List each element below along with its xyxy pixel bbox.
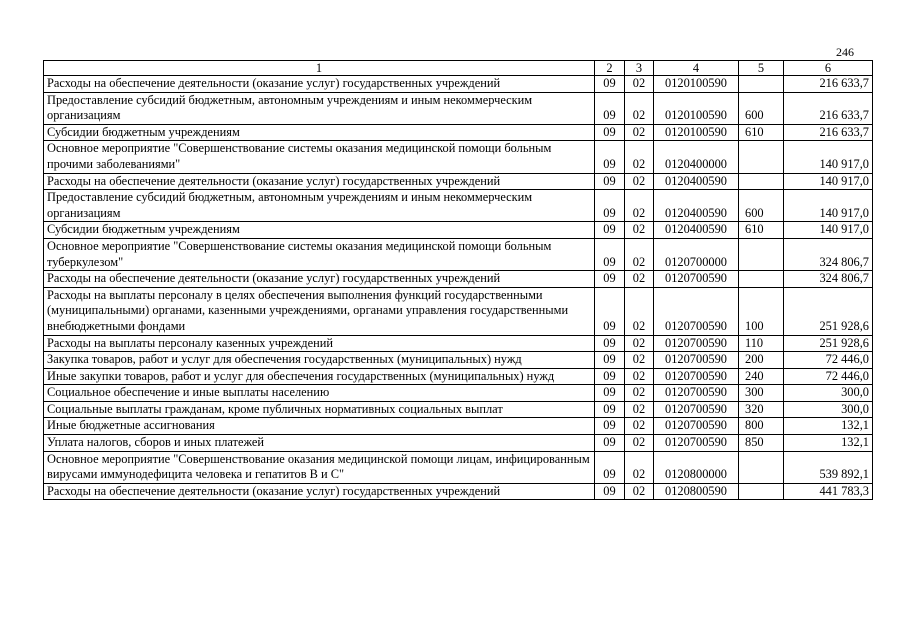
- cell-expense-type: 600: [739, 92, 784, 124]
- cell-subsection-code: 02: [625, 385, 654, 402]
- cell-amount: 140 917,0: [784, 222, 873, 239]
- cell-expense-type: 100: [739, 287, 784, 335]
- cell-amount: 251 928,6: [784, 335, 873, 352]
- column-header: 6: [784, 61, 873, 76]
- cell-subsection-code: 02: [625, 287, 654, 335]
- table-row: [44, 385, 873, 402]
- cell-subsection-code: 02: [625, 141, 654, 173]
- cell-section-code: 09: [595, 368, 625, 385]
- cell-expense-name: Расходы на обеспечение деятельности (оказание услуг) государственных учреждений: [44, 76, 595, 93]
- cell-amount: 216 633,7: [784, 92, 873, 124]
- cell-subsection-code: 02: [625, 335, 654, 352]
- cell-expense-type: 800: [739, 418, 784, 435]
- cell-amount: 132,1: [784, 418, 873, 435]
- cell-section-code: 09: [595, 451, 625, 483]
- cell-target-article: 0120700590: [654, 401, 739, 418]
- cell-section-code: 09: [595, 483, 625, 500]
- cell-expense-name: Субсидии бюджетным учреждениям: [44, 124, 595, 141]
- cell-target-article: 0120100590: [654, 76, 739, 93]
- cell-amount: 132,1: [784, 435, 873, 452]
- cell-section-code: 09: [595, 352, 625, 369]
- cell-target-article: 0120700590: [654, 287, 739, 335]
- cell-expense-name: Социальное обеспечение и иные выплаты населению: [44, 385, 595, 402]
- cell-section-code: 09: [595, 173, 625, 190]
- cell-amount: 251 928,6: [784, 287, 873, 335]
- cell-target-article: 0120700590: [654, 271, 739, 288]
- cell-subsection-code: 02: [625, 368, 654, 385]
- cell-target-article: 0120700590: [654, 435, 739, 452]
- cell-subsection-code: 02: [625, 271, 654, 288]
- cell-target-article: 0120400590: [654, 222, 739, 239]
- cell-amount: 72 446,0: [784, 352, 873, 369]
- cell-section-code: 09: [595, 287, 625, 335]
- table-row: [44, 435, 873, 452]
- table-row: [44, 418, 873, 435]
- cell-amount: 216 633,7: [784, 76, 873, 93]
- cell-expense-name: Предоставление субсидий бюджетным, автономным учреждениям и иным некоммерческим организациям: [44, 92, 595, 124]
- cell-target-article: 0120700590: [654, 335, 739, 352]
- cell-section-code: 09: [595, 238, 625, 270]
- cell-target-article: 0120800000: [654, 451, 739, 483]
- cell-subsection-code: 02: [625, 173, 654, 190]
- cell-expense-name: Социальные выплаты гражданам, кроме публичных нормативных социальных выплат: [44, 401, 595, 418]
- cell-subsection-code: 02: [625, 190, 654, 222]
- cell-subsection-code: 02: [625, 451, 654, 483]
- cell-target-article: 0120700590: [654, 385, 739, 402]
- cell-target-article: 0120100590: [654, 124, 739, 141]
- cell-section-code: 09: [595, 92, 625, 124]
- table-row: [44, 190, 873, 222]
- cell-expense-name: Основное мероприятие "Совершенствование системы оказания медицинской помощи больным прочими заболеваниями": [44, 141, 595, 173]
- cell-section-code: 09: [595, 124, 625, 141]
- table-row: [44, 238, 873, 270]
- cell-amount: 324 806,7: [784, 238, 873, 270]
- cell-section-code: 09: [595, 271, 625, 288]
- cell-subsection-code: 02: [625, 352, 654, 369]
- budget-table: [43, 60, 873, 500]
- cell-expense-type: 610: [739, 222, 784, 239]
- cell-expense-type: 610: [739, 124, 784, 141]
- cell-expense-type: 110: [739, 335, 784, 352]
- cell-expense-name: Расходы на обеспечение деятельности (оказание услуг) государственных учреждений: [44, 483, 595, 500]
- cell-expense-type: 240: [739, 368, 784, 385]
- column-header: 5: [739, 61, 784, 76]
- cell-target-article: 0120700000: [654, 238, 739, 270]
- cell-amount: 140 917,0: [784, 141, 873, 173]
- table-row: [44, 271, 873, 288]
- cell-expense-name: Предоставление субсидий бюджетным, автономным учреждениям и иным некоммерческим организациям: [44, 190, 595, 222]
- cell-target-article: 0120700590: [654, 352, 739, 369]
- cell-subsection-code: 02: [625, 401, 654, 418]
- column-header: 4: [654, 61, 739, 76]
- table-row: [44, 451, 873, 483]
- cell-section-code: 09: [595, 335, 625, 352]
- cell-section-code: 09: [595, 435, 625, 452]
- column-header: 1: [44, 61, 595, 76]
- table-header-row: [44, 61, 873, 76]
- cell-amount: 72 446,0: [784, 368, 873, 385]
- cell-expense-type: 600: [739, 190, 784, 222]
- page-number: 246: [836, 45, 854, 59]
- table-row: [44, 287, 873, 335]
- table-row: [44, 401, 873, 418]
- cell-subsection-code: 02: [625, 418, 654, 435]
- cell-subsection-code: 02: [625, 483, 654, 500]
- cell-amount: 216 633,7: [784, 124, 873, 141]
- cell-expense-name: Субсидии бюджетным учреждениям: [44, 222, 595, 239]
- column-header: 2: [595, 61, 625, 76]
- cell-section-code: 09: [595, 190, 625, 222]
- cell-target-article: 0120400590: [654, 173, 739, 190]
- cell-target-article: 0120100590: [654, 92, 739, 124]
- cell-expense-name: Расходы на обеспечение деятельности (оказание услуг) государственных учреждений: [44, 173, 595, 190]
- table-row: [44, 76, 873, 93]
- cell-target-article: 0120400000: [654, 141, 739, 173]
- cell-expense-name: Иные бюджетные ассигнования: [44, 418, 595, 435]
- cell-subsection-code: 02: [625, 238, 654, 270]
- cell-expense-name: Закупка товаров, работ и услуг для обеспечения государственных (муниципальных) нужд: [44, 352, 595, 369]
- cell-subsection-code: 02: [625, 435, 654, 452]
- cell-target-article: 0120400590: [654, 190, 739, 222]
- cell-expense-type: 300: [739, 385, 784, 402]
- cell-section-code: 09: [595, 222, 625, 239]
- cell-expense-type: [739, 238, 784, 270]
- table-row: [44, 352, 873, 369]
- cell-expense-type: [739, 271, 784, 288]
- cell-amount: 300,0: [784, 401, 873, 418]
- table-row: [44, 124, 873, 141]
- cell-expense-type: [739, 173, 784, 190]
- cell-subsection-code: 02: [625, 124, 654, 141]
- cell-expense-name: Расходы на обеспечение деятельности (оказание услуг) государственных учреждений: [44, 271, 595, 288]
- cell-amount: 324 806,7: [784, 271, 873, 288]
- cell-section-code: 09: [595, 141, 625, 173]
- cell-expense-name: Расходы на выплаты персоналу в целях обеспечения выполнения функций государственными (муниципальными) органами, казенными учреждениями, органами управления государственными внебюджетными фондами: [44, 287, 595, 335]
- column-header: 3: [625, 61, 654, 76]
- cell-expense-type: 200: [739, 352, 784, 369]
- cell-target-article: 0120700590: [654, 368, 739, 385]
- cell-expense-type: 850: [739, 435, 784, 452]
- cell-subsection-code: 02: [625, 222, 654, 239]
- cell-subsection-code: 02: [625, 76, 654, 93]
- cell-amount: 140 917,0: [784, 173, 873, 190]
- cell-expense-name: Иные закупки товаров, работ и услуг для обеспечения государственных (муниципальных) нужд: [44, 368, 595, 385]
- cell-target-article: 0120700590: [654, 418, 739, 435]
- table-row: [44, 483, 873, 500]
- cell-expense-name: Расходы на выплаты персоналу казенных учреждений: [44, 335, 595, 352]
- cell-expense-name: Уплата налогов, сборов и иных платежей: [44, 435, 595, 452]
- table-row: [44, 141, 873, 173]
- cell-target-article: 0120800590: [654, 483, 739, 500]
- cell-expense-type: [739, 76, 784, 93]
- cell-section-code: 09: [595, 76, 625, 93]
- table-row: [44, 368, 873, 385]
- cell-section-code: 09: [595, 418, 625, 435]
- table-row: [44, 335, 873, 352]
- cell-section-code: 09: [595, 385, 625, 402]
- cell-expense-name: Основное мероприятие "Совершенствование оказания медицинской помощи лицам, инфицированным вирусами иммунодефицита человека и гепатитов В и С": [44, 451, 595, 483]
- cell-expense-type: 320: [739, 401, 784, 418]
- table-row: [44, 222, 873, 239]
- cell-amount: 300,0: [784, 385, 873, 402]
- cell-expense-type: [739, 141, 784, 173]
- cell-amount: 539 892,1: [784, 451, 873, 483]
- cell-amount: 441 783,3: [784, 483, 873, 500]
- cell-expense-name: Основное мероприятие "Совершенствование системы оказания медицинской помощи больным туберкулезом": [44, 238, 595, 270]
- cell-expense-type: [739, 483, 784, 500]
- cell-subsection-code: 02: [625, 92, 654, 124]
- cell-amount: 140 917,0: [784, 190, 873, 222]
- cell-expense-type: [739, 451, 784, 483]
- table-row: [44, 92, 873, 124]
- table-row: [44, 173, 873, 190]
- cell-section-code: 09: [595, 401, 625, 418]
